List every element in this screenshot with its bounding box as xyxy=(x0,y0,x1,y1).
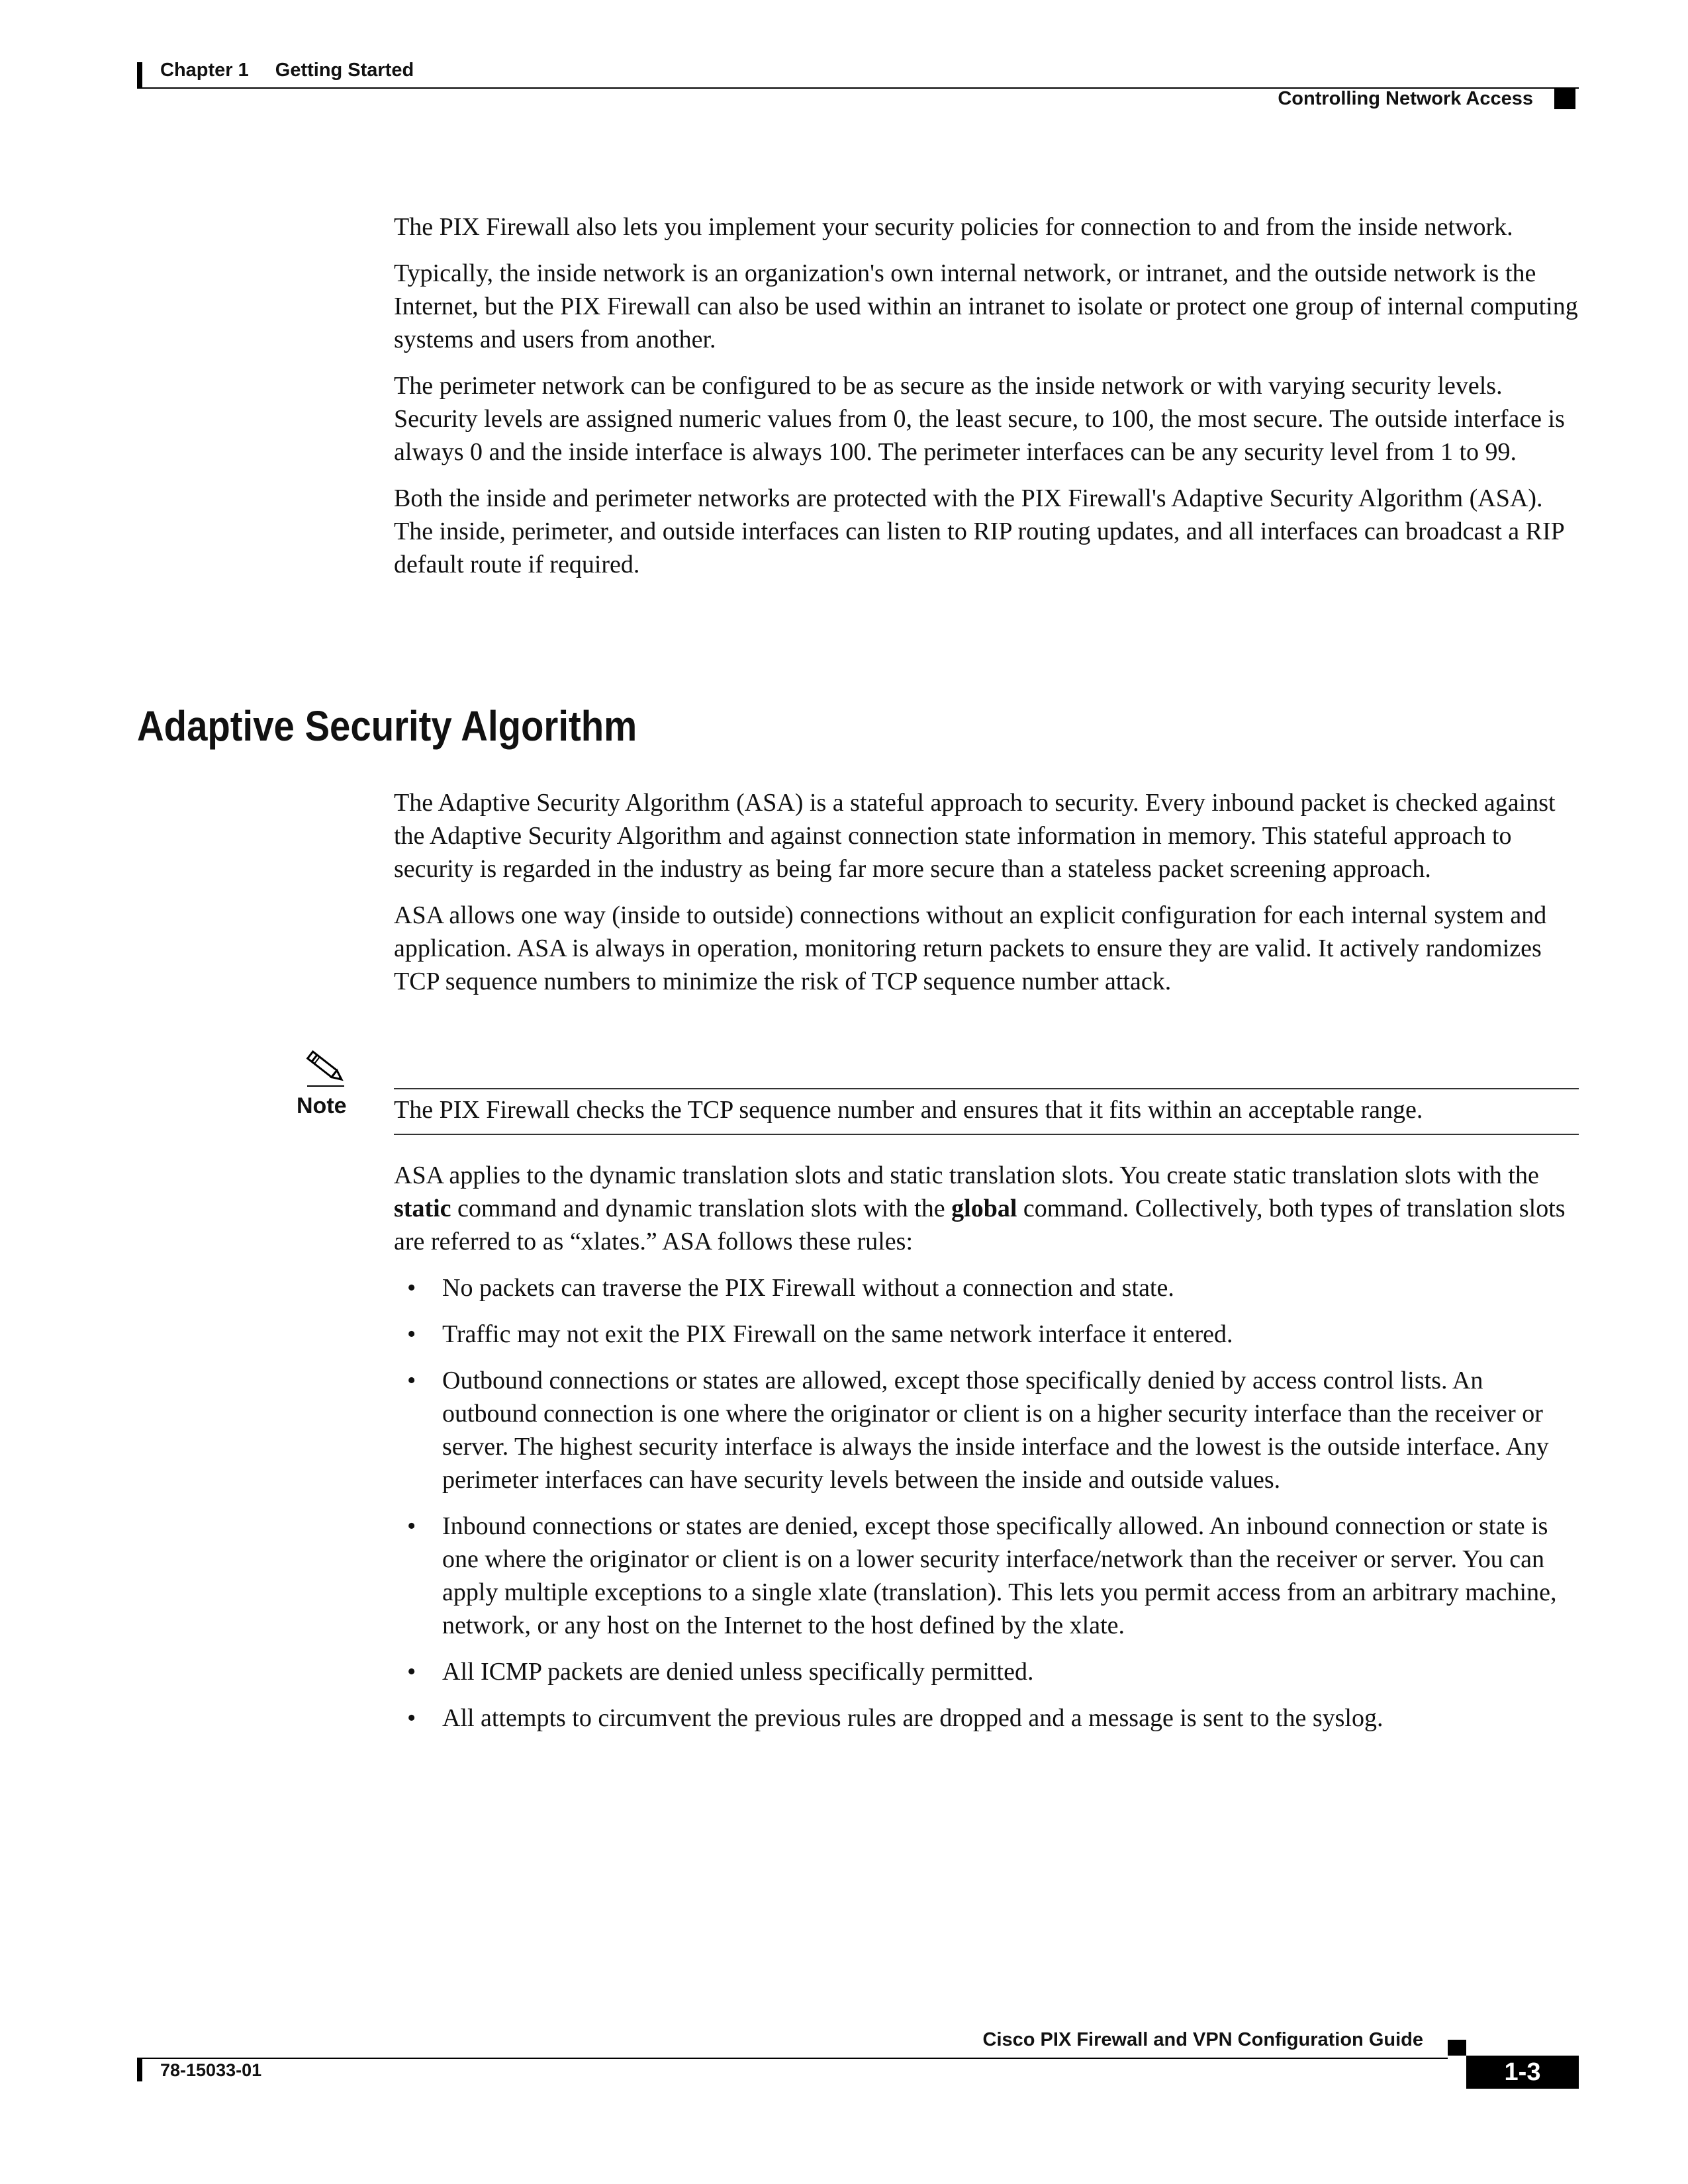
list-item-text: Traffic may not exit the PIX Firewall on the same network interface it entered. xyxy=(442,1320,1233,1348)
note-rule-top xyxy=(394,1088,1579,1089)
list-item xyxy=(394,1655,1579,1688)
header-square-marker xyxy=(1554,88,1575,109)
section-text xyxy=(394,786,1579,1011)
text-run: command and dynamic translation slots with the xyxy=(451,1195,952,1222)
list-item-text: No packets can traverse the PIX Firewall without a connection and state. xyxy=(442,1274,1174,1302)
footer-rule xyxy=(137,2058,1448,2059)
bullet: • xyxy=(407,1320,416,1348)
footer-square-marker xyxy=(1448,2040,1466,2056)
xlate-paragraph xyxy=(394,1159,1579,1258)
footer-left-bar xyxy=(137,2058,142,2081)
list-item xyxy=(394,1364,1579,1496)
rules-section xyxy=(394,1159,1579,1748)
bullet: • xyxy=(407,1658,416,1686)
list-item xyxy=(394,1318,1579,1351)
chapter-title: Getting Started xyxy=(275,60,414,81)
list-item xyxy=(394,1271,1579,1304)
list-item-text: Inbound connections or states are denied, except those specifically allowed. An inbound connection or state is one where the originator or client is on a lower security interface/network than the receiver or server. You can apply multiple exceptions to a single xlate (translation). This lets you permit access from an arbitrary machine, network, or any host on the Internet to the host defined by the xlate. xyxy=(442,1512,1557,1639)
bullet: • xyxy=(407,1367,416,1394)
list-item-text: All ICMP packets are denied unless specifically permitted. xyxy=(442,1658,1034,1686)
note-text: The PIX Firewall checks the TCP sequence number and ensures that it fits within an acceptable range. xyxy=(394,1096,1423,1124)
paragraph: The PIX Firewall also lets you implement your security policies for connection to and from the inside network. xyxy=(394,213,1513,241)
rules-list xyxy=(394,1271,1579,1735)
running-header-chapter xyxy=(160,60,414,81)
note-label: Note xyxy=(297,1093,347,1118)
bullet: • xyxy=(407,1512,416,1540)
text-run: ASA applies to the dynamic translation slots and static translation slots. You create static translation slots with the xyxy=(394,1161,1539,1189)
note-rule-bottom xyxy=(394,1134,1579,1135)
running-header-section: Controlling Network Access xyxy=(1278,88,1533,109)
paragraph: The Adaptive Security Algorithm (ASA) is a stateful approach to security. Every inbound packet is checked against the Adaptive Security Algorithm and against connection state information in memory. This stateful approach to security is regarded in the industry as being far more secure than a stateless packet screening approach. xyxy=(394,789,1556,883)
command-global: global xyxy=(951,1195,1017,1222)
footer-guide-title: Cisco PIX Firewall and VPN Configuration Guide xyxy=(982,2029,1423,2050)
paragraph: Both the inside and perimeter networks are protected with the PIX Firewall's Adaptive Security Algorithm (ASA). The inside, perimeter, and outside interfaces can listen to RIP routing updates, and all interfaces can broadcast a RIP default route if required. xyxy=(394,484,1564,578)
bullet: • xyxy=(407,1274,416,1302)
pencil-note-icon xyxy=(303,1049,348,1089)
section-heading: Adaptive Security Algorithm xyxy=(137,702,637,750)
list-item-text: All attempts to circumvent the previous rules are dropped and a message is sent to the syslog. xyxy=(442,1704,1383,1732)
list-item-text: Outbound connections or states are allowed, except those specifically denied by access control lists. An outbound connection is one where the originator or client is on a higher security interface than the receiver or server. The highest security interface is always the inside interface and the lowest is the outside interface. Any perimeter interfaces can have security levels between the inside and outside values. xyxy=(442,1367,1549,1494)
command-static: static xyxy=(394,1195,451,1222)
footer-doc-number: 78-15033-01 xyxy=(160,2060,262,2080)
paragraph: Typically, the inside network is an organization's own internal network, or intranet, and the outside network is the Internet, but the PIX Firewall can also be used within an intranet to isolate or protect one group of internal computing systems and users from another. xyxy=(394,259,1578,353)
paragraph: The perimeter network can be configured to be as secure as the inside network or with varying security levels. Security levels are assigned numeric values from 0, the least secure, to 100, the most secure. The outside interface is always 0 and the inside interface is always 100. The perimeter interfaces can be any security level from 1 to 99. xyxy=(394,372,1565,466)
chapter-label: Chapter 1 xyxy=(160,60,249,81)
bullet: • xyxy=(407,1704,416,1732)
header-left-bar xyxy=(137,62,142,87)
paragraph: ASA allows one way (inside to outside) connections without an explicit configuration for each internal system and application. ASA is always in operation, monitoring return packets to ensure they are valid. It actively randomizes TCP sequence numbers to minimize the risk of TCP sequence number attack. xyxy=(394,901,1547,995)
text-run: command. Collectively, both types of translation slots are referred to as “xlates.” ASA follows these rules: xyxy=(394,1195,1566,1255)
intro-text xyxy=(394,210,1579,594)
list-item xyxy=(394,1702,1579,1735)
page-number: 1-3 xyxy=(1466,2056,1579,2089)
list-item xyxy=(394,1510,1579,1642)
